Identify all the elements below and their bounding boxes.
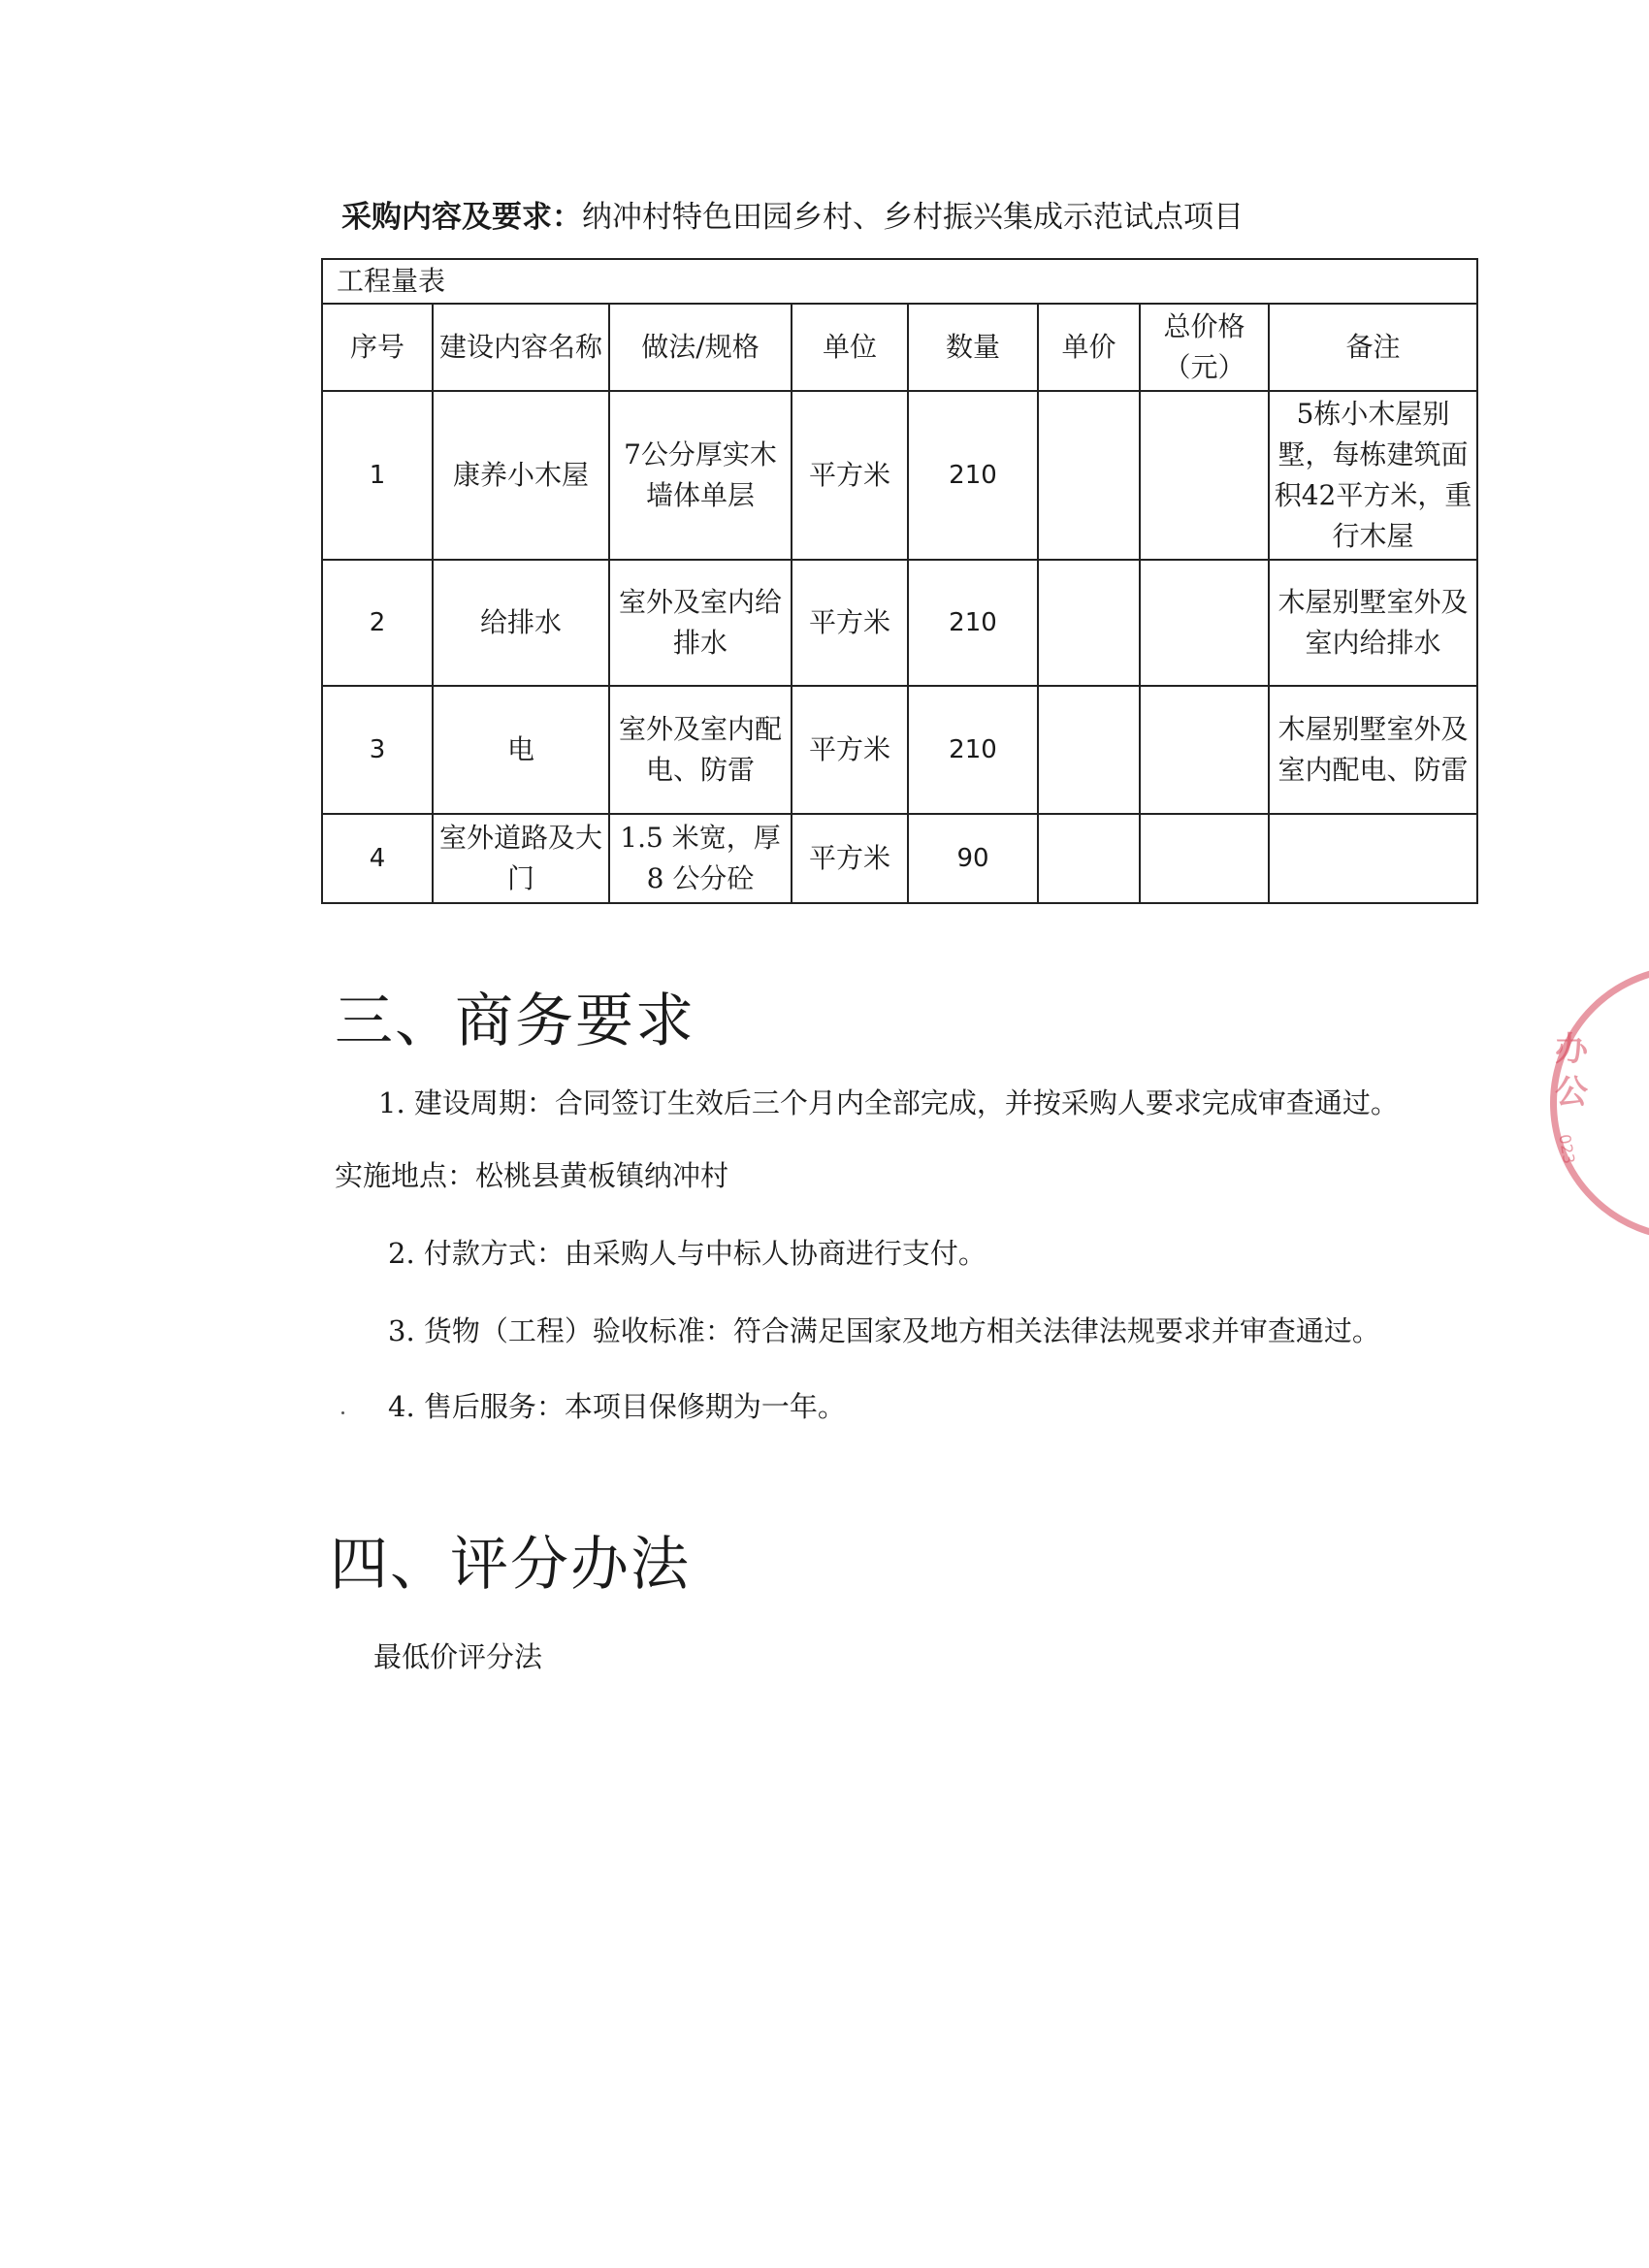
cell-unit-price (1038, 814, 1140, 903)
header-unit: 单位 (792, 304, 908, 391)
cell-name: 室外道路及大门 (433, 814, 609, 903)
cell-remark: 木屋别墅室外及室内配电、防雷 (1269, 686, 1477, 814)
seal-text: 办公 (1555, 1030, 1588, 1112)
cell-unit: 平方米 (792, 686, 908, 814)
procurement-heading (341, 192, 1244, 236)
table-row (322, 391, 1477, 560)
cell-remark (1269, 814, 1477, 903)
header-name: 建设内容名称 (433, 304, 609, 391)
header-seq: 序号 (322, 304, 433, 391)
table-caption: 工程量表 (322, 259, 1477, 304)
section-3-item-2: 2. 付款方式：由采购人与中标人协商进行支付。 (388, 1237, 986, 1270)
section-3-location: 实施地点：松桃县黄板镇纳冲村 (335, 1159, 729, 1192)
cell-qty: 210 (908, 391, 1038, 560)
cell-qty: 210 (908, 560, 1038, 686)
cell-total (1140, 391, 1269, 560)
section-3-item-1: 1. 建设周期：合同签订生效后三个月内全部完成，并按采购人要求完成审查通过。 (378, 1086, 1399, 1119)
header-spec: 做法/规格 (609, 304, 792, 391)
cell-seq: 2 (322, 560, 433, 686)
cell-total (1140, 686, 1269, 814)
table-row (322, 814, 1477, 903)
cell-unit-price (1038, 560, 1140, 686)
cell-unit-price (1038, 391, 1140, 560)
cell-qty: 210 (908, 686, 1038, 814)
cell-unit-price (1038, 686, 1140, 814)
seal-number: 023 (1555, 1132, 1579, 1166)
cell-name: 给排水 (433, 560, 609, 686)
cell-spec: 室外及室内配电、防雷 (609, 686, 792, 814)
section-3-item-3: 3. 货物（工程）验收标准：符合满足国家及地方相关法律法规要求并审查通过。 (388, 1314, 1380, 1347)
cell-spec: 1.5 米宽，厚 8 公分砼 (609, 814, 792, 903)
table-header-row (322, 304, 1477, 391)
cell-name: 电 (433, 686, 609, 814)
cell-spec: 室外及室内给排水 (609, 560, 792, 686)
cell-total (1140, 560, 1269, 686)
cell-seq: 1 (322, 391, 433, 560)
cell-qty: 90 (908, 814, 1038, 903)
header-qty: 数量 (908, 304, 1038, 391)
section-4-title: 四、评分办法 (330, 1531, 691, 1599)
procurement-label: 采购内容及要求： (341, 200, 582, 235)
section-4-method: 最低价评分法 (373, 1640, 543, 1673)
table-row (322, 686, 1477, 814)
section-3-title: 三、商务要求 (335, 988, 695, 1055)
header-unit-price: 单价 (1038, 304, 1140, 391)
scan-speck (341, 1411, 344, 1414)
header-total: 总价格（元） (1140, 304, 1269, 391)
cell-seq: 3 (322, 686, 433, 814)
cell-spec: 7公分厚实木墙体单层 (609, 391, 792, 560)
cell-unit: 平方米 (792, 814, 908, 903)
table-row (322, 560, 1477, 686)
quantity-table (321, 258, 1478, 904)
cell-total (1140, 814, 1269, 903)
cell-unit: 平方米 (792, 391, 908, 560)
cell-name: 康养小木屋 (433, 391, 609, 560)
cell-seq: 4 (322, 814, 433, 903)
cell-unit: 平方米 (792, 560, 908, 686)
section-3-item-4: 4. 售后服务：本项目保修期为一年。 (388, 1390, 846, 1423)
cell-remark: 木屋别墅室外及室内给排水 (1269, 560, 1477, 686)
header-remark: 备注 (1269, 304, 1477, 391)
cell-remark: 5栋小木屋别墅，每栋建筑面积42平方米，重行木屋 (1269, 391, 1477, 560)
project-name: 纳冲村特色田园乡村、乡村振兴集成示范试点项目 (582, 200, 1244, 235)
